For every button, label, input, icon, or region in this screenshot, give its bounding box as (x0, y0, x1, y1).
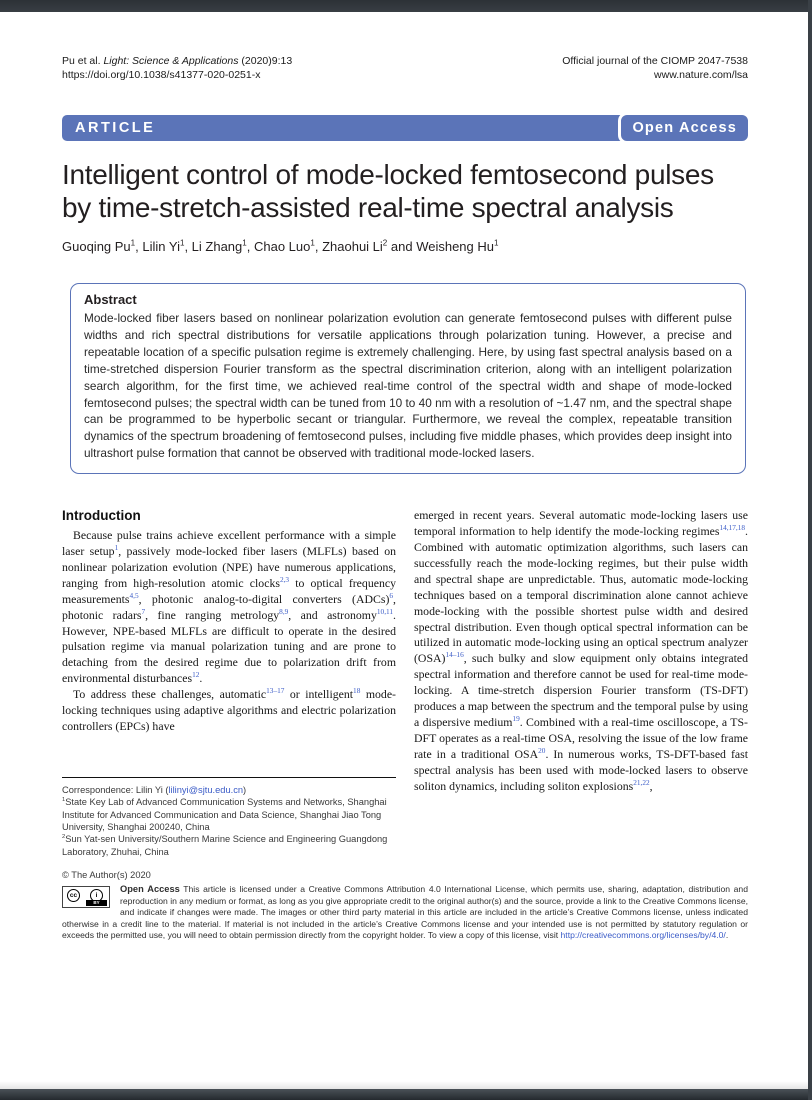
correspondence-line: Correspondence: Lilin Yi (lilinyi@sjtu.edu.cn) (62, 784, 247, 795)
cc-by-badge[interactable] (62, 886, 110, 908)
intro-left-paragraphs (62, 528, 396, 735)
link[interactable]: http://creativecommons.org/licenses/by/4.0/ (560, 929, 726, 940)
doi-link[interactable]: https://doi.org/10.1038/s41377-020-0251-x (62, 69, 261, 81)
license-block (62, 870, 748, 941)
introduction-section (62, 508, 748, 858)
nature-link[interactable]: www.nature.com/lsa (654, 69, 748, 81)
journal-info: Official journal of the CIOMP 2047-7538 (562, 55, 748, 67)
authors-line: Guoqing Pu$^1$, Lilin Yi$^1$, Li Zhang$^1$, Chao Luo$^1$, Zhaohui Li$^2$ and Weisheng Hu$^1$ (62, 238, 499, 254)
license-text (62, 884, 748, 941)
footnote-block (62, 777, 396, 858)
attribution-person-icon: i (90, 889, 103, 902)
open-access-badge[interactable]: Open Access (618, 112, 751, 144)
citation-line: Pu et al. Light: Science & Applications (2020)9:13 (62, 55, 293, 67)
paragraph: $^1$State Key Lab of Advanced Communication Systems and Networks, Shanghai Institute for Advanced Communication and Data Science, Shanghai Jiao Tong University, Shanghai 200240, China (62, 797, 387, 833)
viewer-frame-top (0, 0, 812, 12)
journal-header (62, 54, 748, 82)
viewer-frame-right (808, 0, 812, 1100)
paragraph: To address these challenges, automatic$^{13-17}$ or intelligent$^{18}$ mode-locking techniques using adaptive algorithms and electric polarization controllers (EPCs) have (62, 686, 396, 733)
intro-left-column (62, 508, 396, 858)
affiliations (62, 796, 396, 858)
abstract-body: Mode-locked fiber lasers based on nonlinear polarization evolution can generate femtosecond pulses with different pulse widths and rich spectral distributions for versatile applications through polarization tuning. However, a precise and repeatable location of a specific pulsation regime is extremely challenging. Here, by using fast spectral analysis based on a time-stretched dispersion Fourier transform as the spectral discrimination criterion, along with an intelligent polarization search algorithm, for the first time, we achieved real-time control of the spectral width and shape of mode-locked femtosecond pulses; the spectral width can be tuned from 10 to 40 nm with a resolution of ~1.47 nm, and the spectral shape can be programmed to be hyperbolic secant or triangular. Furthermore, we reveal the complex, repeatable transition dynamics of the spectrum broadening of femtosecond pulses, including five middle phases, which provides deep insight into ultrashort pulse formation that cannot be observed with traditional mode-locked lasers. (84, 311, 732, 461)
link[interactable]: lilinyi@sjtu.edu.cn (168, 784, 244, 795)
intro-right-paragraphs (414, 508, 748, 794)
viewer-frame-bottom (0, 1089, 812, 1100)
article-type-label: ARTICLE (75, 120, 156, 136)
paragraph: $^2$Sun Yat-sen University/Southern Marine Science and Engineering Guangdong Laboratory, Zhuhai, China (62, 834, 388, 857)
introduction-heading: Introduction (62, 508, 141, 524)
abstract-heading: Abstract (84, 292, 137, 307)
cc-icon: cc (67, 889, 80, 902)
article-banner (62, 115, 748, 141)
paragraph: Because pulse trains achieve excellent performance with a simple laser setup$^1$, passively mode-locked fiber lasers (MLFLs) based on nonlinear polarization evolution (NPE) have numerous applications, ranging from high-resolution atomic clocks$^{2,3}$ to optical frequency measurements$^{4,5}$, photonic analog-to-digital converters (ADCs)$^6$, photonic radars$^7$, fine ranging metrology$^{8,9}$, and astronomy$^{10,11}$. However, NPE-based MLFLs are difficult to operate in the desired pulsation regime via manual polarization tuning and are prone to detaching from the desired regime due to polarization drift from environmental disturbances$^{12}$. (62, 528, 397, 686)
paper-title: Intelligent control of mode-locked femtosecond pulses by time-stretch-assisted real-time spectral analysis (62, 159, 714, 223)
abstract-box (70, 283, 746, 474)
license-paragraph: Open Access This article is licensed under a Creative Commons Attribution 4.0 International License, which permits use, sharing, adaptation, distribution and reproduction in any medium or format, as long as you give appropriate credit to the original author(s) and the source, provide a link to the Creative Commons license, and indicate if changes were made. The images or other third party material in this article are included in the article’s Creative Commons license, unless indicated otherwise in a credit line to the material. If material is not included in the article’s Creative Commons license and your intended use is not permitted by statutory regulation or exceeds the permitted use, you will need to obtain permission directly from the copyright holder. To view a copy of this license, visit http://creativecommons.org/licenses/by/4.0/. (62, 884, 748, 940)
paragraph: emerged in recent years. Several automatic mode-locking lasers use temporal information to help identify the mode-locking regimes$^{14,17,18}$. Combined with automatic optimization algorithms, such lasers can successfully reach the mode-locking regimes, but their pulse width and spectral shape are unpredictable. Thus, automatic mode-locking techniques based on a temporal discrimination alone cannot achieve mode-locking with the possible shortest pulse width and desired spectral distribution. Even though optical spectral information can be utilized in automatic mode-locking using an optical spectrum analyzer (OSA)$^{14-16}$, such bulky and slow equipment only obtains integrated spectral information and therefore cannot be used for real-time mode-locking. A time-stretch dispersion Fourier transform (TS-DFT) produces a map between the spectrum and the temporal pulse by using a dispersive medium$^{19}$. Combined with a real-time oscilloscope, a TS-DFT operates as a real-time OSA, resolving the issue of the low frame rate in a traditional OSA$^{20}$. In numerous works, TS-DFT-based fast spectral analysis has been used with mode-locked lasers to observe soliton dynamics, including soliton explosions$^{21,22}$, (414, 508, 748, 793)
intro-right-column (414, 508, 748, 858)
copyright-line: © The Author(s) 2020 (62, 870, 151, 881)
page-content (62, 12, 748, 941)
cc-by-label: BY (86, 900, 107, 906)
